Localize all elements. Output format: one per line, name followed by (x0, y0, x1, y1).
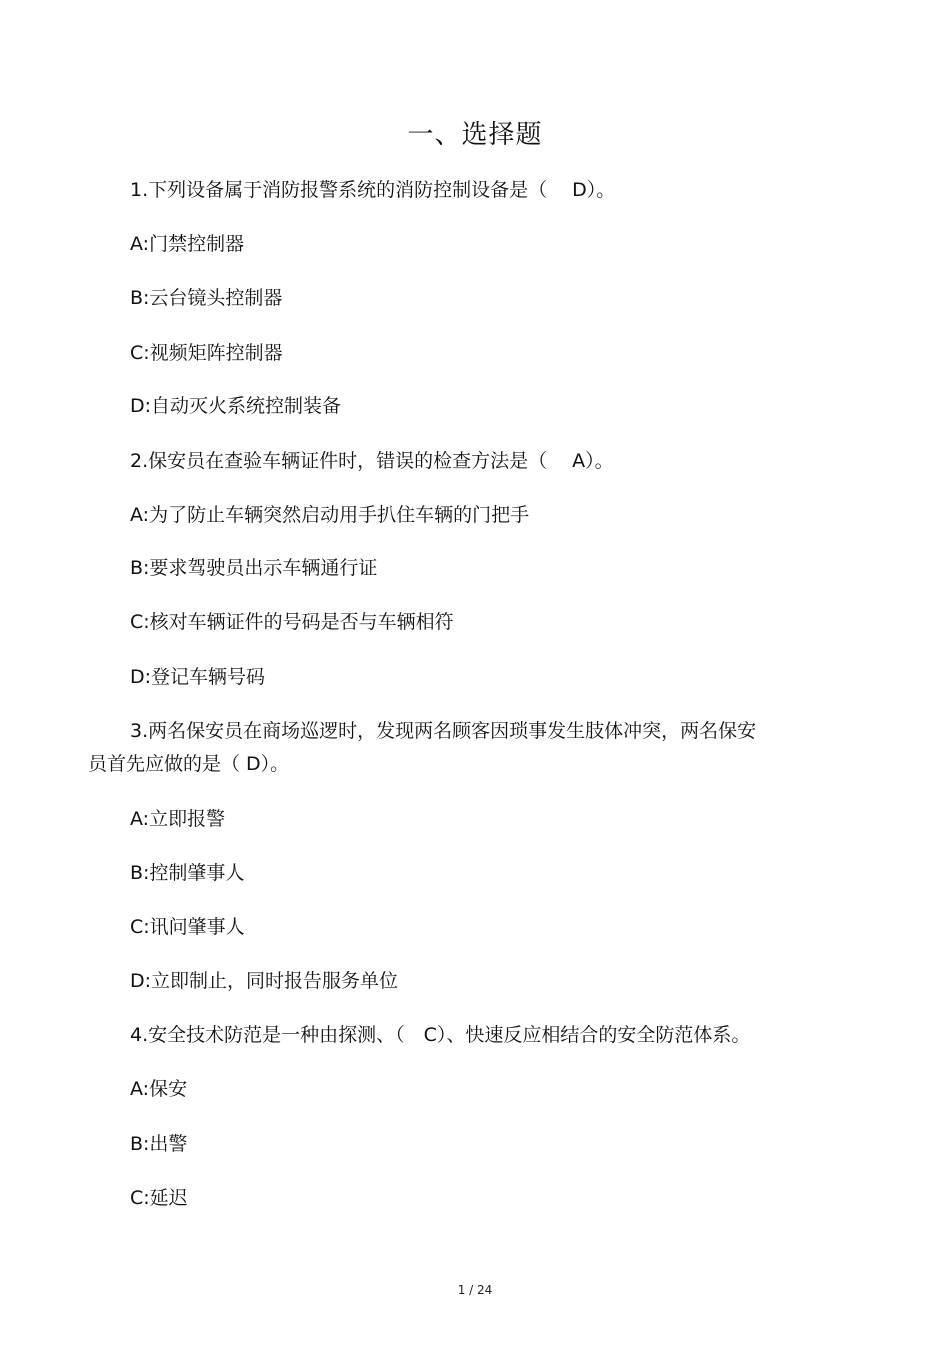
question-2-option-c: C:核对车辆证件的号码是否与车辆相符 (130, 611, 454, 633)
question-1-stem: 1.下列设备属于消防报警系统的消防控制设备是（ D）。 (130, 179, 616, 201)
question-3-stem-line-2: 员首先应做的是（ D）。 (88, 753, 290, 775)
question-1-option-a: A:门禁控制器 (130, 233, 245, 255)
question-3-option-b: B:控制肇事人 (130, 862, 245, 884)
question-2-option-d: D:登记车辆号码 (130, 666, 266, 688)
question-4-option-c: C:延迟 (130, 1187, 188, 1209)
question-4-option-b: B:出警 (130, 1133, 188, 1155)
question-1-option-d: D:自动灭火系统控制装备 (130, 395, 342, 417)
question-1-option-c: C:视频矩阵控制器 (130, 342, 283, 364)
question-3-option-a: A:立即报警 (130, 808, 226, 830)
question-4-option-a: A:保安 (130, 1078, 188, 1100)
question-2-option-a: A:为了防止车辆突然启动用手扒住车辆的门把手 (130, 504, 530, 526)
question-3-option-c: C:讯问肇事人 (130, 916, 245, 938)
question-3-option-d: D:立即制止，同时报告服务单位 (130, 970, 399, 992)
page-title: 一、选择题 (407, 120, 543, 150)
question-2-stem: 2.保安员在查验车辆证件时，错误的检查方法是（ A）。 (130, 450, 614, 472)
page-number: 1 / 24 (457, 1283, 493, 1297)
question-4-stem: 4.安全技术防范是一种由探测、（ C）、快速反应相结合的安全防范体系。 (130, 1024, 751, 1046)
question-2-option-b: B:要求驾驶员出示车辆通行证 (130, 557, 378, 579)
question-1-option-b: B:云台镜头控制器 (130, 287, 283, 309)
question-3-stem-line-1: 3.两名保安员在商场巡逻时，发现两名顾客因琐事发生肢体冲突，两名保安 (130, 720, 757, 742)
